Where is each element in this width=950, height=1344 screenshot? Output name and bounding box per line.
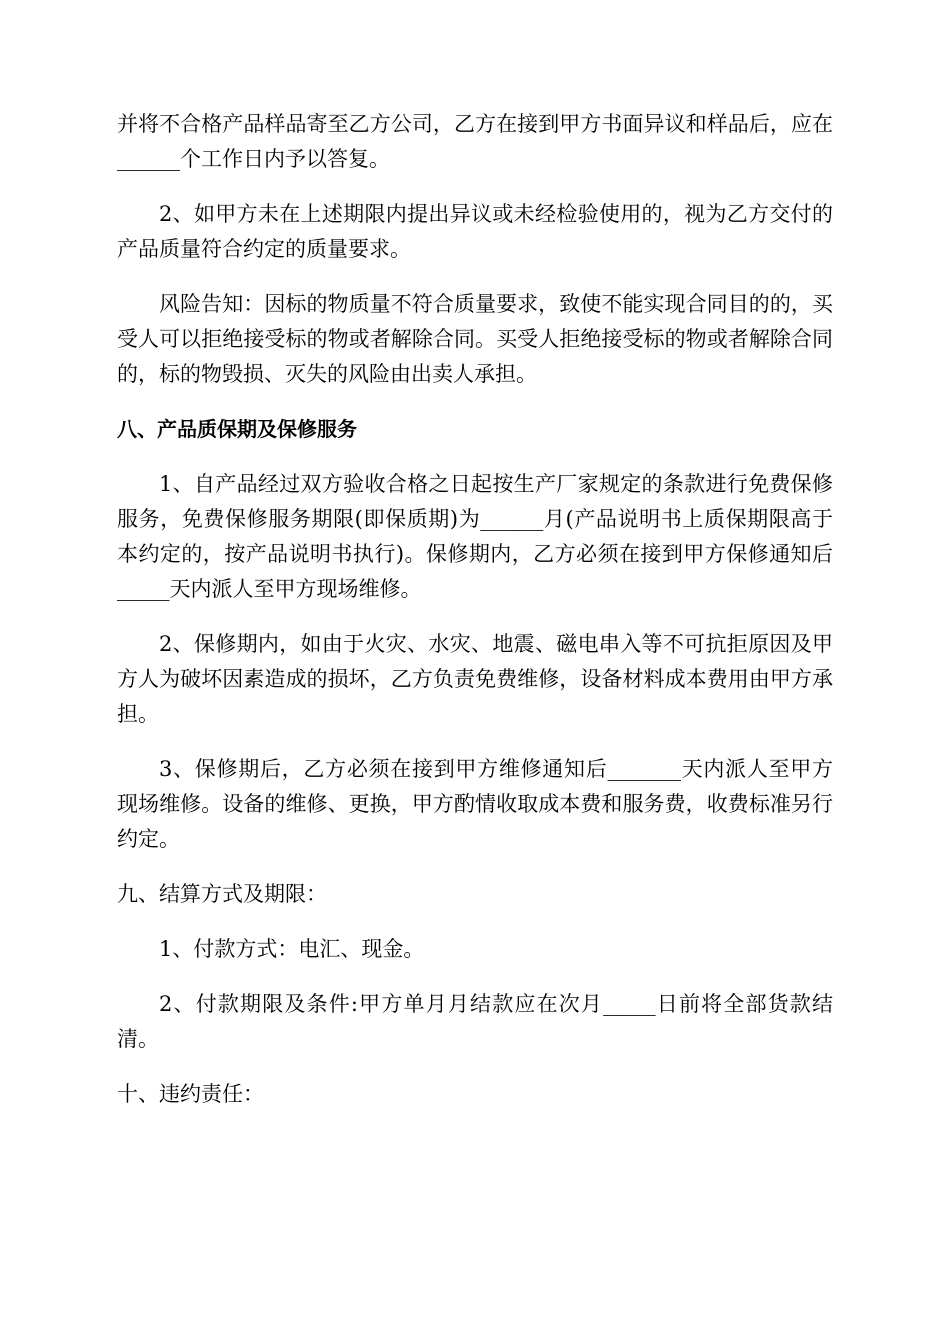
paragraph-payment-terms: 2、付款期限及条件:甲方单月月结款应在次月_____日前将全部货款结清。 [117,992,833,1051]
section-heading-liability: 十、违约责任： [117,1082,264,1106]
paragraph-sample-reply: 并将不合格产品样品寄至乙方公司，乙方在接到甲方书面异议和样品后，应在______个工作日内予以答复。 [117,112,833,171]
section-heading-warranty: 八、产品质保期及保修服务 [117,417,357,441]
paragraph-no-objection: 2、如甲方未在上述期限内提出异议或未经检验使用的，视为乙方交付的产品质量符合约定的质量要求。 [117,202,833,261]
paragraph-warranty-period: 1、自产品经过双方验收合格之日起按生产厂家规定的条款进行免费保修服务，免费保修服务期限(即保质期)为______月(产品说明书上质保期限高于本约定的，按产品说明书执行)。保修期内，乙方必须在接到甲方保修通知后_____天内派人至甲方现场维修。 [117,472,833,601]
document-body [117,107,833,1132]
paragraph-risk-notice: 风险告知：因标的物质量不符合质量要求，致使不能实现合同目的的，买受人可以拒绝接受标的物或者解除合同。买受人拒绝接受标的物或者解除合同的，标的物毁损、灭失的风险由出卖人承担。 [117,292,833,386]
section-heading-settlement: 九、结算方式及期限： [117,882,327,906]
paragraph-force-majeure: 2、保修期内，如由于火灾、水灾、地震、磁电串入等不可抗拒原因及甲方人为破坏因素造成的损坏，乙方负责免费维修，设备材料成本费用由甲方承担。 [117,632,833,726]
paragraph-post-warranty: 3、保修期后，乙方必须在接到甲方维修通知后_______天内派人至甲方现场维修。设备的维修、更换，甲方酌情收取成本费和服务费，收费标准另行约定。 [117,757,833,851]
paragraph-payment-method: 1、付款方式：电汇、现金。 [159,937,425,961]
